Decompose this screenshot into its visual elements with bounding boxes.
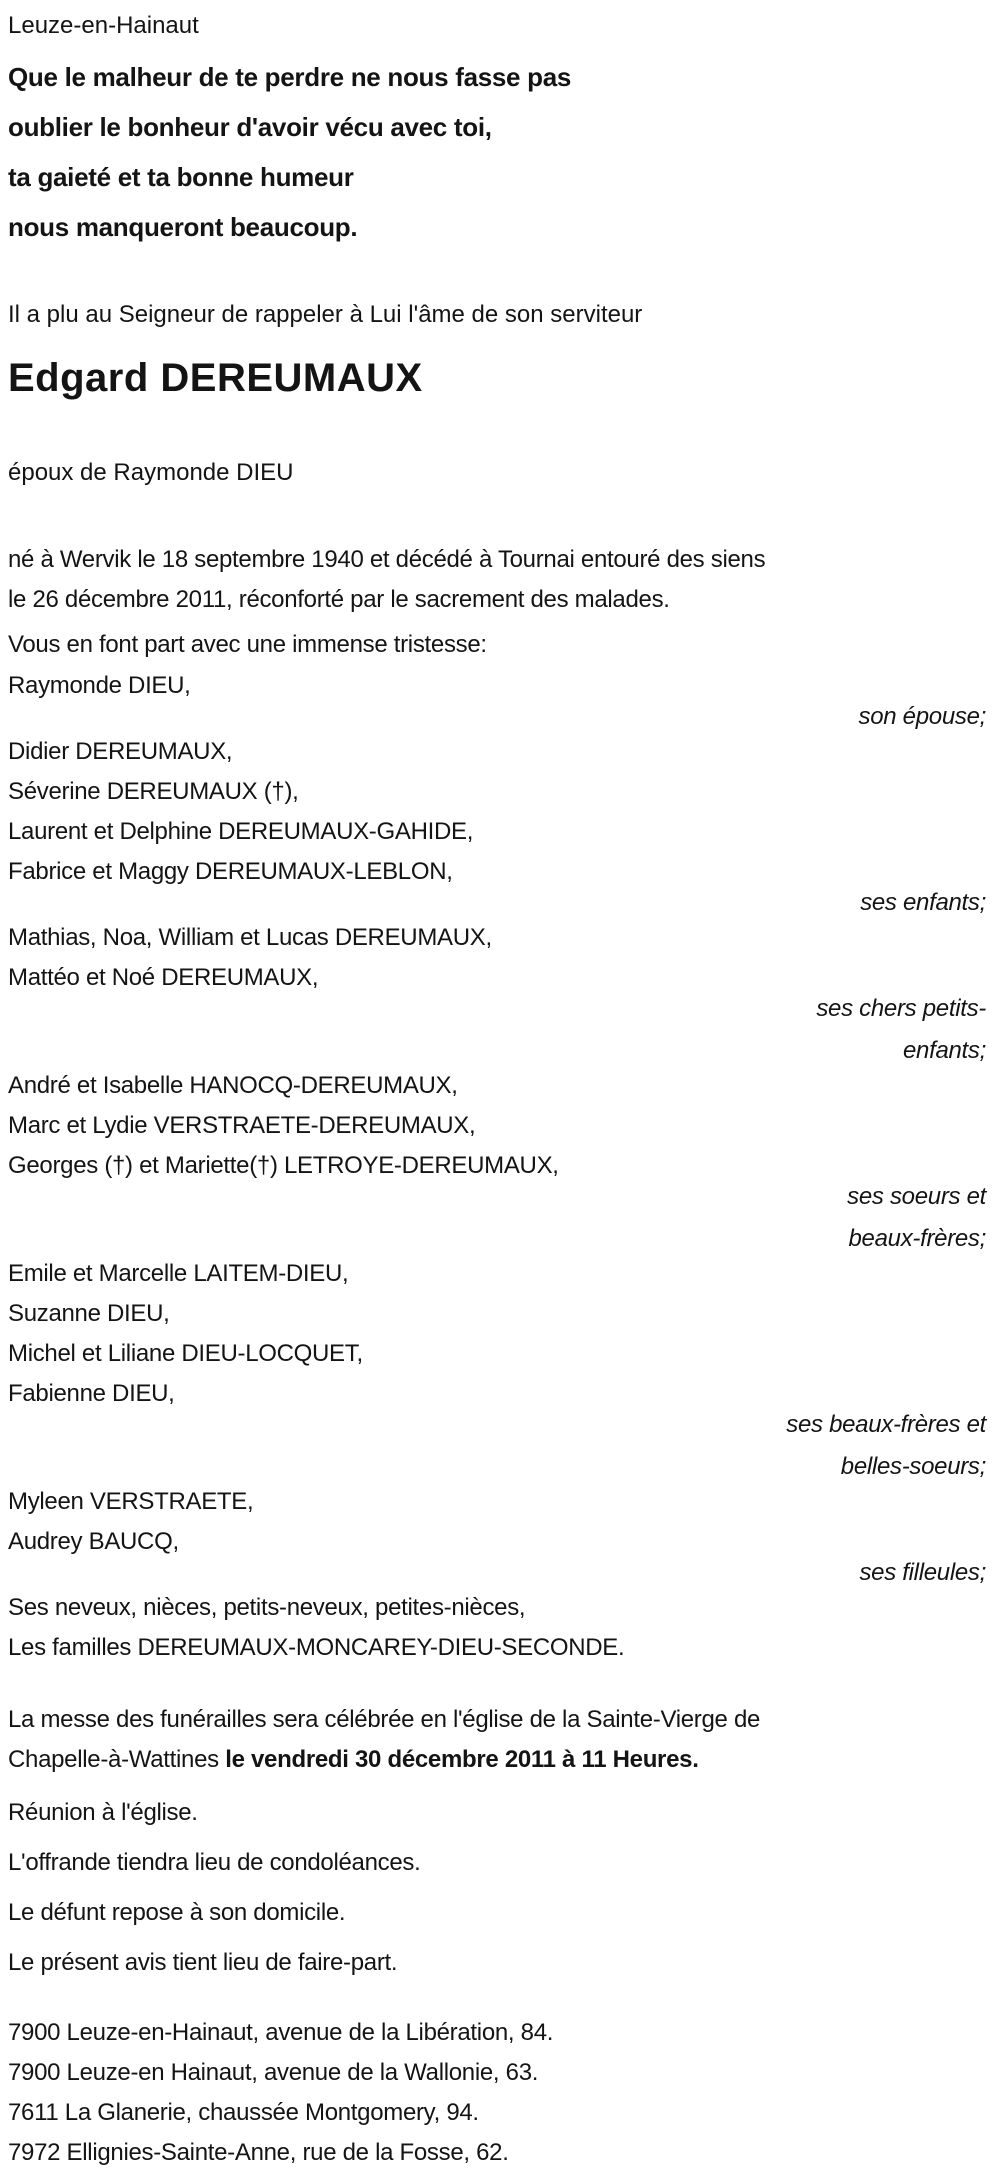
family-group-inlaws — [8, 1254, 986, 1488]
address-line: 7611 La Glanerie, chaussée Montgomery, 94. — [8, 2099, 479, 2126]
relation-line: ses enfants; — [860, 889, 986, 916]
family-name-line: Fabienne DIEU, — [8, 1380, 175, 1407]
announcement-line: Vous en font part avec une immense tristesse: — [8, 631, 487, 658]
family-name-line: Les familles DEREUMAUX-MONCAREY-DIEU-SECONDE. — [8, 1634, 625, 1661]
epitaph-line: Que le malheur de te perdre ne nous fasse pas — [8, 62, 572, 92]
family-group-children — [8, 732, 986, 924]
note-line: L'offrande tiendra lieu de condoléances. — [8, 1849, 421, 1876]
spouse-line: époux de Raymonde DIEU — [8, 459, 294, 486]
family-name-line: Michel et Liliane DIEU-LOCQUET, — [8, 1340, 363, 1367]
note-line: Le défunt repose à son domicile. — [8, 1899, 346, 1926]
family-name-line: Mattéo et Noé DEREUMAUX, — [8, 964, 319, 991]
relation-block — [8, 988, 986, 1072]
ceremony-line: La messe des funérailles sera célébrée en l'église de la Sainte-Vierge de — [8, 1706, 761, 1733]
family-name-line: Georges (†) et Mariette(†) LETROYE-DEREUMAUX, — [8, 1152, 559, 1179]
address-line: 7900 Leuze-en-Hainaut, avenue de la Libération, 84. — [8, 2019, 554, 2046]
relation-block — [8, 1404, 986, 1488]
deceased-name: Edgard DEREUMAUX — [8, 356, 423, 400]
family-name-line: Mathias, Noa, William et Lucas DEREUMAUX, — [8, 924, 492, 951]
address-line: 7900 Leuze-en Hainaut, avenue de la Wallonie, 63. — [8, 2059, 539, 2086]
intro-line: Il a plu au Seigneur de rappeler à Lui l'âme de son serviteur — [8, 301, 643, 328]
birth-death-line: né à Wervik le 18 septembre 1940 et décédé à Tournai entouré des siens — [8, 546, 766, 573]
family-name-line: Séverine DEREUMAUX (†), — [8, 778, 299, 805]
family-name-line: Myleen VERSTRAETE, — [8, 1488, 254, 1515]
epitaph-line: oublier le bonheur d'avoir vécu avec toi, — [8, 112, 492, 142]
family-group-extended — [8, 1588, 986, 1668]
relation-line: ses chers petits- — [816, 995, 986, 1022]
family-name-line: Marc et Lydie VERSTRAETE-DEREUMAUX, — [8, 1112, 476, 1139]
relation-line: enfants; — [903, 1037, 986, 1064]
family-name-line: André et Isabelle HANOCQ-DEREUMAUX, — [8, 1072, 458, 1099]
relation-line: belles-soeurs; — [840, 1453, 986, 1480]
ceremony-datetime: le vendredi 30 décembre 2011 à 11 Heures. — [225, 1746, 699, 1773]
relation-line: ses filleules; — [859, 1559, 986, 1586]
ceremony-place: Chapelle-à-Wattines — [8, 1746, 226, 1773]
ceremony-block — [8, 1700, 986, 1780]
family-name-line: Ses neveux, nièces, petits-neveux, petites-nièces, — [8, 1594, 526, 1621]
address-line: 7972 Ellignies-Sainte-Anne, rue de la Fosse, 62. — [8, 2139, 509, 2166]
relation-line: beaux-frères; — [848, 1225, 986, 1252]
note-line: Le présent avis tient lieu de faire-part. — [8, 1949, 398, 1976]
epitaph-verse — [8, 52, 986, 252]
note-line: Réunion à l'église. — [8, 1799, 198, 1826]
city-line: Leuze-en-Hainaut — [8, 12, 199, 39]
family-name-line: Suzanne DIEU, — [8, 1300, 170, 1327]
relation-block — [8, 1176, 986, 1260]
family-name-line: Raymonde DIEU, — [8, 672, 191, 699]
relation-line: ses soeurs et — [847, 1183, 986, 1210]
family-name-line: Fabrice et Maggy DEREUMAUX-LEBLON, — [8, 858, 453, 885]
epitaph-line: nous manqueront beaucoup. — [8, 212, 358, 242]
addresses-block — [8, 2013, 986, 2173]
family-name-line: Laurent et Delphine DEREUMAUX-GAHIDE, — [8, 818, 474, 845]
family-name-line: Didier DEREUMAUX, — [8, 738, 233, 765]
birth-death-block — [8, 540, 986, 620]
family-group-grandchildren — [8, 918, 986, 1072]
ceremony-line — [8, 1740, 986, 1780]
family-group-goddaughters — [8, 1482, 986, 1594]
notes-block — [8, 1793, 986, 1983]
relation-line: son épouse; — [858, 703, 986, 730]
family-group-spouse — [8, 666, 986, 738]
birth-death-line: le 26 décembre 2011, réconforté par le sacrement des malades. — [8, 586, 670, 613]
family-name-line: Emile et Marcelle LAITEM-DIEU, — [8, 1260, 349, 1287]
relation-line: ses beaux-frères et — [786, 1411, 986, 1438]
family-name-line: Audrey BAUCQ, — [8, 1528, 179, 1555]
family-group-sisters — [8, 1066, 986, 1260]
epitaph-line: ta gaieté et ta bonne humeur — [8, 162, 354, 192]
